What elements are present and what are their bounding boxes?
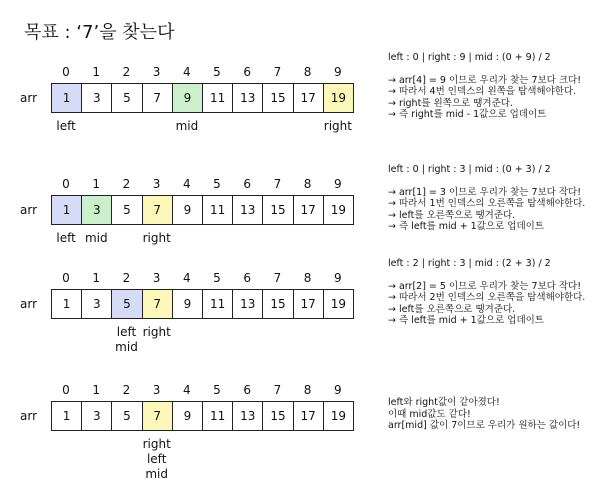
array-index: 7 bbox=[273, 383, 282, 397]
array-index: 6 bbox=[243, 383, 251, 397]
array-cell: 7 bbox=[142, 83, 173, 113]
array-index: 2 bbox=[122, 383, 131, 397]
array-cell: 13 bbox=[232, 195, 263, 225]
array-cell: 15 bbox=[262, 83, 293, 113]
step-notes bbox=[388, 397, 580, 432]
pointer-label-right: right bbox=[142, 325, 171, 339]
array-index: 7 bbox=[273, 271, 282, 285]
note-line: → left를 오른쪽으로 땡겨준다. bbox=[388, 303, 516, 315]
note-line: → 따라서 4번 인덱스의 왼쪽을 탐색해야한다. bbox=[388, 86, 577, 98]
array-index: 8 bbox=[303, 177, 312, 191]
array-index: 9 bbox=[333, 271, 342, 285]
pointer-label-mid: mid bbox=[115, 340, 138, 354]
note-line: → arr[4] = 9 이므로 우리가 찾는 7보다 크다! bbox=[388, 74, 582, 86]
array-index: 5 bbox=[213, 271, 221, 285]
array-cell: 17 bbox=[293, 289, 324, 319]
array-index: 2 bbox=[122, 65, 131, 79]
pointer-label-right: right bbox=[142, 437, 171, 451]
array-cell: 19 bbox=[323, 401, 354, 431]
note-line: arr[mid] 값이 7이므로 우리가 원하는 값이다! bbox=[388, 420, 581, 432]
array-index: 8 bbox=[303, 383, 312, 397]
array-index: 8 bbox=[303, 271, 312, 285]
array-index: 1 bbox=[92, 271, 100, 285]
search-step-3 bbox=[0, 258, 607, 386]
pointer-label-left: left bbox=[56, 231, 76, 245]
array-cell: 3 bbox=[81, 401, 112, 431]
array-index: 4 bbox=[182, 383, 191, 397]
array-label: arr bbox=[20, 203, 38, 217]
array-cell: 5 bbox=[111, 195, 142, 225]
array-index: 9 bbox=[333, 177, 342, 191]
pointer-label-left: left bbox=[56, 119, 76, 133]
note-line: → 즉 left를 mid + 1값으로 업데이트 bbox=[388, 221, 544, 233]
step-notes bbox=[388, 52, 581, 121]
array-cell: 19 bbox=[323, 195, 354, 225]
pointer-label-left: left bbox=[116, 325, 137, 339]
array-index: 1 bbox=[92, 177, 100, 191]
array-index: 1 bbox=[92, 383, 100, 397]
array-index: 6 bbox=[243, 271, 251, 285]
array-cell-right: 7 bbox=[142, 195, 173, 225]
array-index: 0 bbox=[62, 65, 70, 79]
array-cell: 5 bbox=[111, 401, 142, 431]
array-cell-right: 7 bbox=[142, 289, 173, 319]
array-label: arr bbox=[20, 297, 38, 311]
notes-header: left : 2 | right : 3 | mid : (2 + 3) / 2 bbox=[388, 258, 551, 269]
search-step-1 bbox=[0, 52, 607, 180]
array-cell-right: 19 bbox=[323, 83, 354, 113]
search-step-4 bbox=[0, 378, 607, 498]
array-index: 2 bbox=[122, 177, 131, 191]
array-index: 0 bbox=[62, 271, 70, 285]
array-index: 0 bbox=[62, 383, 70, 397]
pointer-label-mid: mid bbox=[84, 231, 108, 245]
note-line: 이때 mid값도 같다! bbox=[388, 408, 471, 420]
array-label: arr bbox=[20, 409, 38, 423]
array-index: 8 bbox=[303, 65, 312, 79]
array-index: 5 bbox=[213, 383, 221, 397]
note-line: → left를 오른쪽으로 땡겨준다. bbox=[388, 209, 516, 221]
note-line: → 따라서 1번 인덱스의 오른쪽을 탐색해야한다. bbox=[388, 198, 586, 210]
array-index: 5 bbox=[213, 177, 221, 191]
pointer-label-mid: mid bbox=[145, 467, 168, 481]
array-index: 9 bbox=[333, 383, 342, 397]
pointer-label-right: right bbox=[142, 231, 171, 245]
note-line: → 따라서 2번 인덱스의 오른쪽을 탐색해야한다. bbox=[388, 292, 586, 304]
array-cell: 1 bbox=[51, 289, 82, 319]
array-index: 6 bbox=[243, 65, 251, 79]
notes-header: left : 0 | right : 3 | mid : (0 + 3) / 2 bbox=[388, 164, 551, 175]
array-cell: 11 bbox=[202, 83, 233, 113]
array-cell-mid: 9 bbox=[172, 83, 203, 113]
array-cell: 19 bbox=[323, 289, 354, 319]
array-index: 5 bbox=[213, 65, 221, 79]
array-cell-left: 5 bbox=[111, 289, 142, 319]
array-cell: 3 bbox=[81, 83, 112, 113]
array-index: 4 bbox=[182, 65, 191, 79]
array-cell: 11 bbox=[202, 195, 233, 225]
notes-header: left : 0 | right : 9 | mid : (0 + 9) / 2 bbox=[388, 52, 551, 63]
pointer-label-mid: mid bbox=[175, 119, 199, 133]
note-line: → right를 왼쪽으로 땡겨준다. bbox=[388, 97, 513, 109]
note-line: → arr[2] = 5 이므로 우리가 찾는 7보다 작다! bbox=[388, 280, 582, 292]
array-cell-match: 7 bbox=[142, 401, 173, 431]
array-index: 4 bbox=[182, 177, 191, 191]
array-cell: 15 bbox=[262, 401, 293, 431]
array-cell-mid: 3 bbox=[81, 195, 112, 225]
array-cell: 9 bbox=[172, 195, 203, 225]
array-cell: 13 bbox=[232, 289, 263, 319]
array-cell: 9 bbox=[172, 289, 203, 319]
array-index: 3 bbox=[152, 383, 161, 397]
array-cell: 17 bbox=[293, 83, 324, 113]
array-cell: 15 bbox=[262, 195, 293, 225]
note-line: left와 right값이 같아졌다! bbox=[388, 397, 500, 408]
note-line: → arr[1] = 3 이므로 우리가 찾는 7보다 작다! bbox=[388, 186, 582, 198]
array-cell: 17 bbox=[293, 195, 324, 225]
array-cell: 11 bbox=[202, 289, 233, 319]
step-notes bbox=[388, 164, 585, 233]
array-index: 2 bbox=[122, 271, 131, 285]
array-label: arr bbox=[20, 91, 38, 105]
array-index: 1 bbox=[92, 65, 100, 79]
array-cell: 11 bbox=[202, 401, 233, 431]
array-cell-left: 1 bbox=[51, 83, 82, 113]
array-cell: 13 bbox=[232, 83, 263, 113]
array-index: 7 bbox=[273, 177, 282, 191]
array-cell-left: 1 bbox=[51, 195, 82, 225]
array-index: 3 bbox=[152, 177, 161, 191]
page-title: 목표 : ‘7’을 찾는다 bbox=[24, 22, 175, 43]
array-index: 6 bbox=[243, 177, 251, 191]
array-cell: 17 bbox=[293, 401, 324, 431]
array-cell: 1 bbox=[51, 401, 82, 431]
array-index: 9 bbox=[333, 65, 342, 79]
note-line: → 즉 left를 mid + 1값으로 업데이트 bbox=[388, 315, 544, 327]
array-index: 7 bbox=[273, 65, 282, 79]
array-cell: 5 bbox=[111, 83, 142, 113]
pointer-label-right: right bbox=[323, 119, 352, 133]
note-line: → 즉 right를 mid - 1값으로 업데이트 bbox=[388, 109, 547, 121]
array-cell: 15 bbox=[262, 289, 293, 319]
array-index: 3 bbox=[152, 271, 161, 285]
array-cell: 3 bbox=[81, 289, 112, 319]
array-index: 3 bbox=[152, 65, 161, 79]
array-cell: 13 bbox=[232, 401, 263, 431]
array-index: 0 bbox=[62, 177, 70, 191]
array-cell: 9 bbox=[172, 401, 203, 431]
array-index: 4 bbox=[182, 271, 191, 285]
step-notes bbox=[388, 258, 585, 327]
pointer-label-left: left bbox=[146, 452, 167, 466]
